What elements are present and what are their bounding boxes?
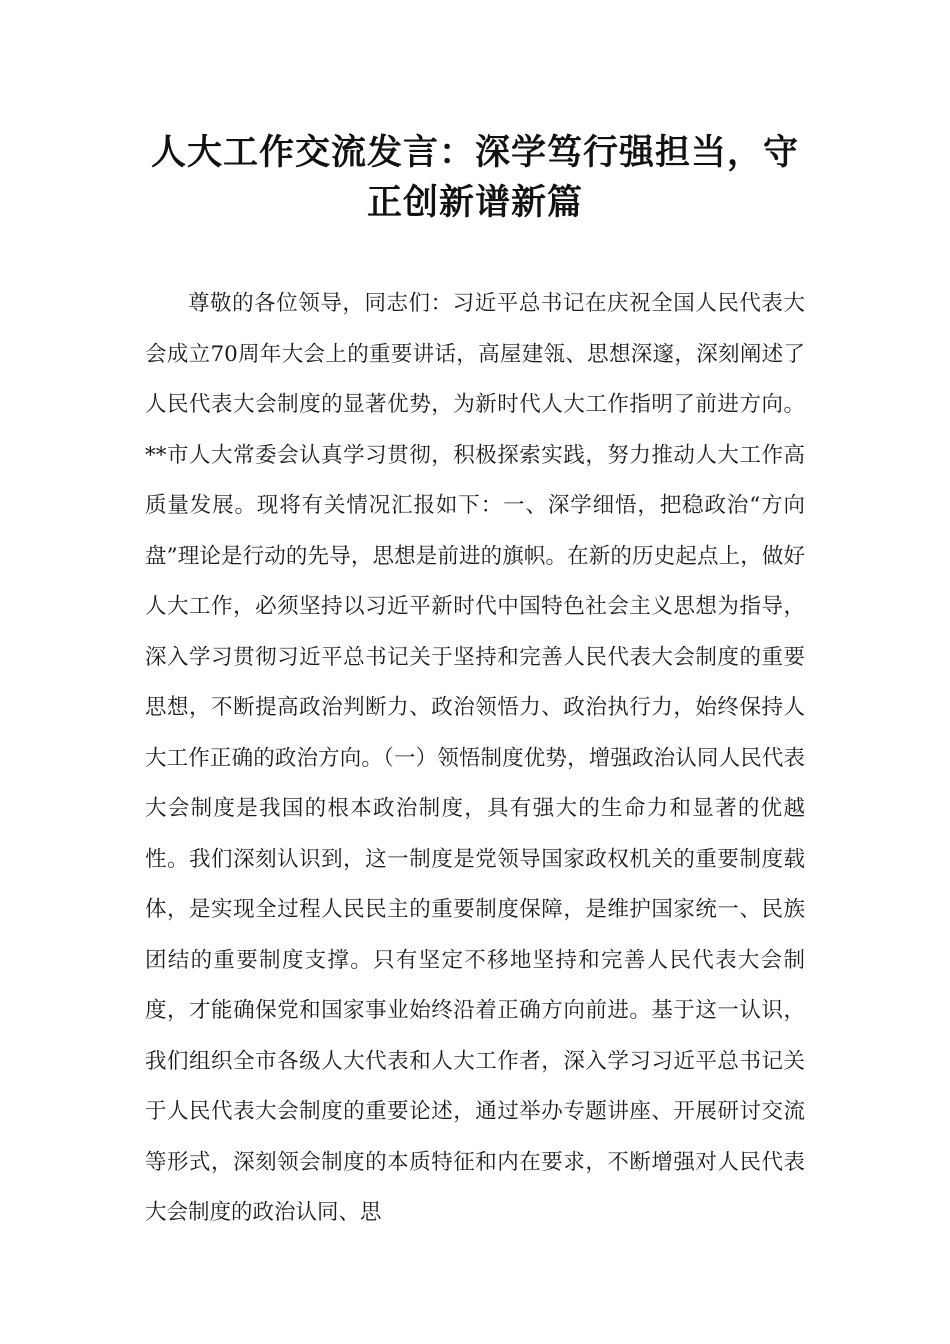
document-body-paragraph: 尊敬的各位领导，同志们：习近平总书记在庆祝全国人民代表大会成立70周年大会上的重要讲话，高屋建瓴、思想深邃，深刻阐述了人民代表大会制度的显著优势，为新时代人大工作指明了前进方向。**市人大常委会认真学习贯彻，积极探索实践，努力推动人大工作高质量发展。现将有关情况汇报如下：一、深学细悟，把稳政治“方向盘”理论是行动的先导，思想是前进的旗帜。在新的历史起点上，做好人大工作，必须坚持以习近平新时代中国特色社会主义思想为指导，深入学习贯彻习近平总书记关于坚持和完善人民代表大会制度的重要思想，不断提高政治判断力、政治领悟力、政治执行力，始终保持人大工作正确的政治方向。（一）领悟制度优势，增强政治认同人民代表大会制度是我国的根本政治制度，具有强大的生命力和显著的优越性。我们深刻认识到，这一制度是党领导国家政权机关的重要制度载体，是实现全过程人民民主的重要制度保障，是维护国家统一、民族团结的重要制度支撑。只有坚定不移地坚持和完善人民代表大会制度，才能确保党和国家事业始终沿着正确方向前进。基于这一认识，我们组织全市各级人大代表和人大工作者，深入学习习近平总书记关于人民代表大会制度的重要论述，通过举办专题讲座、开展研讨交流等形式，深刻领会制度的本质特征和内在要求，不断增强对人民代表大会制度的政治认同、思 [145, 291, 805, 1225]
document-title: 人大工作交流发言：深学笃行强担当，守正创新谱新篇 [150, 133, 799, 223]
